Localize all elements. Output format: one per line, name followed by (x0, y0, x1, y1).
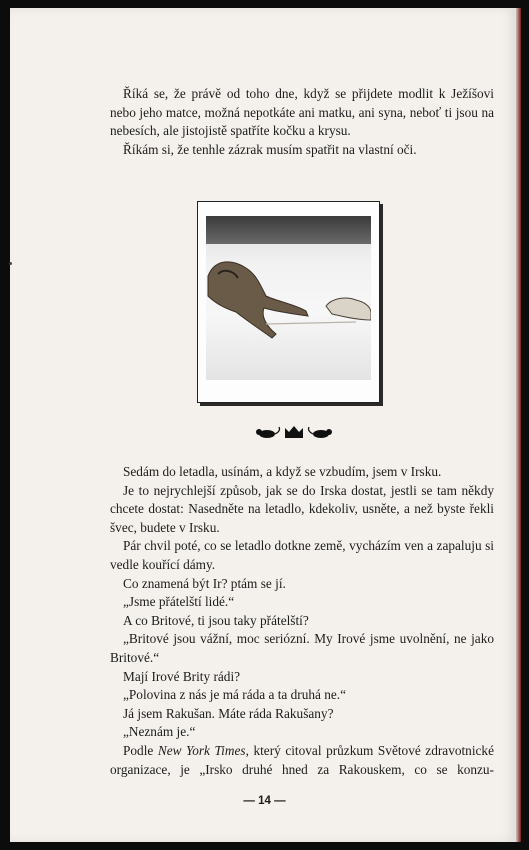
crown-icon (285, 426, 303, 438)
ornament (254, 423, 334, 441)
paragraph: Mají Irové Brity rádi? (123, 668, 241, 684)
cat-and-rat-mummies-photo (206, 216, 371, 380)
page-number: — 14 — (243, 795, 286, 807)
paragraph: „Britové jsou vážní, moc seriózní. My Irové jsme uvolnění, ne jako Britové.“ (110, 631, 494, 665)
text-run: Podle (123, 742, 158, 758)
mummified-cat-and-rat-icon (206, 216, 371, 380)
paragraph: Co znamená být Ir? ptám se jí. (123, 575, 286, 591)
rat-icon (309, 427, 333, 438)
paragraph: „Neznám je.“ (123, 724, 196, 740)
paragraph: A co Britové, ti jsou taky přátelští? (123, 612, 309, 628)
paragraph: Říká se, že právě od toho dne, když se přijdete modlit k Ježíšovi nebo jeho matce, možná nepotkáte ani matku, ani syna, neboť ti jsou na nebesích, ale jistojistě spatříte kočku a krysu. (110, 86, 494, 139)
margin-dot (9, 262, 12, 265)
text-run: , který citoval průzkum Světové zdravotnické organizace, je „Irsko druhé hned za Rakouskem, co se konzu- (110, 742, 494, 777)
italic-title: New York Times (157, 742, 246, 758)
rat-icon (256, 427, 280, 438)
paragraph: Říkám si, že tenhle zázrak musím spatřit na vlastní oči. (123, 141, 417, 157)
bottom-text-block (110, 463, 494, 779)
photo-frame (197, 201, 380, 403)
paragraph-last (110, 742, 494, 779)
paragraph: Sedám do letadla, usínám, a když se vzbudím, jsem v Irsku. (123, 464, 442, 479)
paragraph: Je to nejrychlejší způsob, jak se do Irska dostat, jestli se tam někdy chcete dostat: Nasedněte na letadlo, kdekoliv, usněte, a než byste řekli švec, budete v Irsku. (110, 482, 494, 535)
paragraph: Pár chvil poté, co se letadlo dotkne země, vycházím ven a zapaluju si vedle kouřící dámy. (110, 538, 494, 572)
paragraph: „Jsme přátelští lidé.“ (123, 594, 235, 610)
page-edge (516, 8, 521, 842)
paragraph: „Polovina z nás je má ráda a ta druhá ne.“ (123, 687, 346, 703)
paragraph: Já jsem Rakušan. Máte ráda Rakušany? (123, 705, 334, 721)
top-text-block (110, 85, 494, 159)
